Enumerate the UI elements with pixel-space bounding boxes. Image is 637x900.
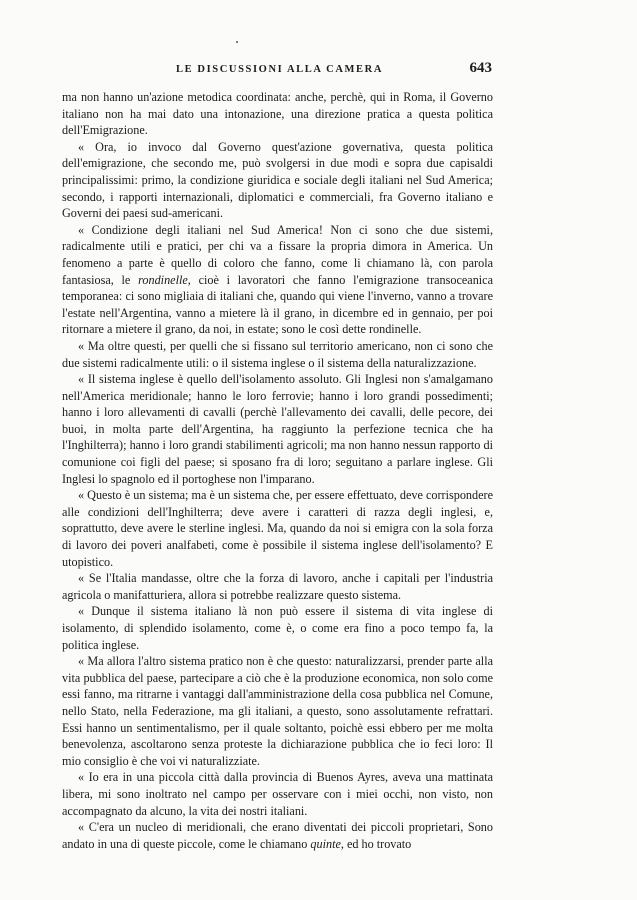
text-run: « C'era un nucleo di meridionali, che erano diventati dei piccoli proprietari, Sono andato in una di queste piccole, come le chiamano [62, 820, 493, 851]
italic-term: rondinelle [138, 272, 188, 287]
paragraph [62, 222, 493, 338]
page-number: 643 [469, 60, 492, 76]
text-run: « Il sistema inglese è quello dell'isolamento assoluto. Gli Inglesi non s'amalgamano nell'America meridionale; hanno le loro ferrovie; hanno i loro grandi possedimenti; hanno i loro allevamenti di cavalli (perchè l'allevamento dei cavalli, delle pecore, dei buoi, in molta parte dell'Argentina, ha raggiunto la perfezione tecnica che ha l'Inghilterra); hanno i loro grandi stabilimenti agricoli; ma non hanno nessun rapporto di comunione coi figli del paese; si sposano fra di loro; seguitano a parlare inglese. Gli Inglesi lo spagnolo ed il portoghese non l'imparano. [62, 372, 493, 486]
running-head: LE DISCUSSIONI ALLA CAMERA [176, 64, 384, 75]
text-run: , cioè i lavoratori che fanno l'emigrazione transoceanica temporanea: ci sono migliaia di italiani che, quando qui viene l'inverno, vanno a trovare l'estate nell'Argentina, vanno a mietere là il grano, in dicembre ed in gennaio, per poi ritornare a mietere il grano, da noi, in estate; sono le così dette rondinelle. [62, 272, 493, 337]
text-run: « Ma oltre questi, per quelli che si fissano sul territorio americano, non ci sono che due sistemi radicalmente utili: o il sistema inglese o il sistema della naturalizzazione. [62, 338, 493, 370]
text-run: « Questo è un sistema; ma è un sistema che, per essere effettuato, deve corrispondere alle condizioni dell'Inghilterra; deve avere i caratteri di razza degli inglesi, e, soprattutto, deve avere le sterline inglesi. Ma, quando da noi si emigra con la sola forza di lavoro dei poveri analfabeti, come è possibile il sistema inglese dell'isolamento? E utopistico. [62, 488, 493, 569]
paragraph [62, 139, 493, 222]
paragraph [62, 603, 493, 653]
text-run: « Dunque il sistema italiano là non può essere il sistema di vita inglese di isolamento, di splendido isolamento, come è, o come era fino a poco tempo fa, la politica inglese. [62, 604, 493, 652]
paragraph [62, 653, 493, 769]
page-header [62, 60, 492, 81]
text-run: ma non hanno un'azione metodica coordinata: anche, perchè, qui in Roma, il Governo italiano non ha mai dato una intonazione, una direzione pratica a questa politica dell'Emigrazione. [62, 90, 493, 138]
text-run: « Io era in una piccola città dalla provincia di Buenos Ayres, aveva una mattinata libera, mi sono inoltrato nel campo per osservare con i miei occhi, non visto, non accompagnato da alcuno, la vita dei nostri italiani. [62, 770, 493, 818]
text-run: « Ora, io invoco dal Governo quest'azione governativa, questa politica dell'emigrazione, che secondo me, può svolgersi in due modi e sopra due capisaldi principalissimi: primo, la condizione giuridica e sociale degli italiani nel Sud America; secondo, i rapporti internazionali, diplomatici e commerciali, fra Governo italiano e Governi dei paesi sud-americani. [62, 139, 493, 221]
paragraph [62, 819, 493, 852]
paragraph [62, 769, 493, 819]
paragraph [62, 89, 493, 139]
paragraph [62, 371, 493, 487]
paragraph [62, 338, 493, 371]
text-run: « Se l'Italia mandasse, oltre che la forza di lavoro, anche i capitali per l'industria agricola o manifatturiera, allora si potrebbe realizzare questo sistema. [62, 571, 493, 602]
italic-term: quinte [310, 836, 341, 851]
text-run: « Ma allora l'altro sistema pratico non è che questo: naturalizzarsi, prender parte alla vita pubblica del paese, partecipare a ciò che è la produzione economica, non solo come essi fanno, ma ritrarne i vantaggi dall'amministrazione della cosa pubblica nel Comune, nello Stato, nella Federazione, ma gli italiani, a questo, sono assolutamente refrattari. Essi hanno un sentimentalismo, per il quale soltanto, poichè essi ebbero per me molta benevolenza, ascoltarono senza proteste la dichiarazione pubblica che io feci loro: Il mio consiglio è che voi vi naturalizziate. [62, 654, 493, 768]
paragraph [62, 570, 493, 603]
text-run: , ed ho trovato [340, 836, 412, 851]
body-text [62, 89, 493, 852]
scan-speck [236, 41, 238, 43]
text-run: « Condizione degli italiani nel Sud America! Non ci sono che due sistemi, radicalmente utili e pratici, per chi va a fissare la propria dimora in America. Un fenomeno a parte è quello di coloro che fanno, come li chiamano là, con parola fantasiosa, le [62, 222, 493, 287]
paragraph [62, 487, 493, 570]
